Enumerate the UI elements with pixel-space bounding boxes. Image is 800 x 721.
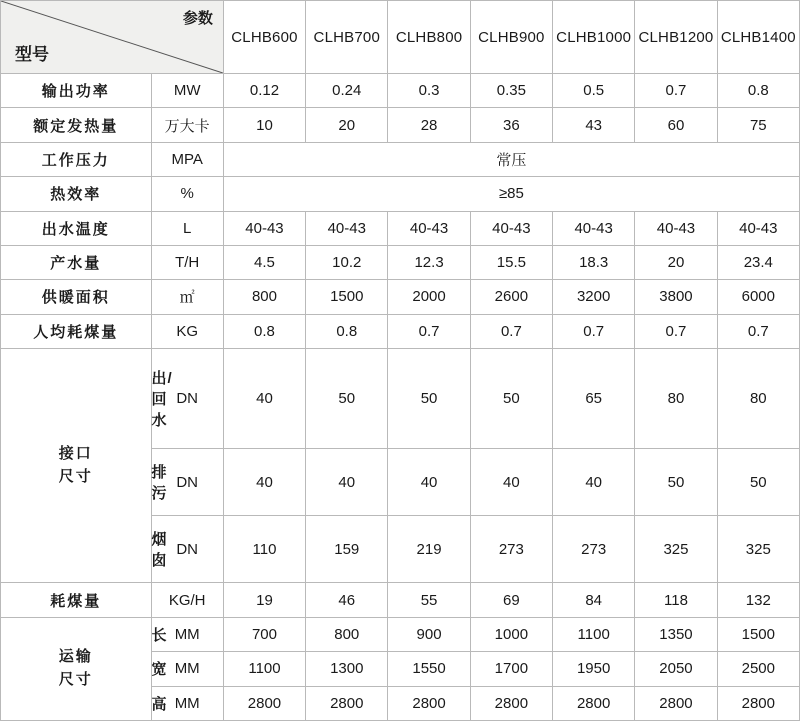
subrow-unit-length: MM <box>151 617 223 651</box>
cell-rated-heat-6: 75 <box>717 108 799 142</box>
model-header-1: CLHB700 <box>306 1 388 74</box>
model-header-4: CLHB1000 <box>553 1 635 74</box>
cell-heating-area-5: 3800 <box>635 280 717 314</box>
cell-outlet-temp-1: 40-43 <box>306 211 388 245</box>
cell-outlet-temp-2: 40-43 <box>388 211 470 245</box>
cell-blowdown-6: 50 <box>717 449 799 516</box>
cell-blowdown-1: 40 <box>306 449 388 516</box>
cell-supply-return-1: 50 <box>306 349 388 449</box>
cell-output-power-0: 0.12 <box>223 74 305 108</box>
table-row <box>1 245 800 279</box>
row-label-outlet-temp: 出水温度 <box>1 211 152 245</box>
table-header-row <box>1 1 800 74</box>
row-unit-output-power: MW <box>151 74 223 108</box>
cell-blowdown-4: 40 <box>553 449 635 516</box>
cell-width-1: 1300 <box>306 652 388 686</box>
cell-coal-consumption-3: 69 <box>470 583 552 617</box>
table-row <box>1 108 800 142</box>
cell-coal-consumption-0: 19 <box>223 583 305 617</box>
cell-height-0: 2800 <box>223 686 305 720</box>
cell-heating-area-6: 6000 <box>717 280 799 314</box>
cell-water-output-3: 15.5 <box>470 245 552 279</box>
group-label-transport-line1: 运输 <box>58 648 93 666</box>
cell-output-power-1: 0.24 <box>306 74 388 108</box>
cell-supply-return-4: 65 <box>553 349 635 449</box>
cell-length-1: 800 <box>306 617 388 651</box>
cell-outlet-temp-6: 40-43 <box>717 211 799 245</box>
cell-height-6: 2800 <box>717 686 799 720</box>
row-unit-rated-heat: 万大卡 <box>151 108 223 142</box>
cell-chimney-4: 273 <box>553 516 635 583</box>
cell-output-power-5: 0.7 <box>635 74 717 108</box>
cell-rated-heat-5: 60 <box>635 108 717 142</box>
cell-chimney-3: 273 <box>470 516 552 583</box>
cell-rated-heat-3: 36 <box>470 108 552 142</box>
header-param-label: 参数 <box>182 10 213 27</box>
cell-per-capita-coal-0: 0.8 <box>223 314 305 348</box>
cell-outlet-temp-3: 40-43 <box>470 211 552 245</box>
row-unit-thermal-efficiency: % <box>151 177 223 211</box>
cell-per-capita-coal-6: 0.7 <box>717 314 799 348</box>
cell-output-power-3: 0.35 <box>470 74 552 108</box>
cell-output-power-2: 0.3 <box>388 74 470 108</box>
subrow-unit-width: MM <box>151 652 223 686</box>
cell-height-3: 2800 <box>470 686 552 720</box>
cell-water-output-0: 4.5 <box>223 245 305 279</box>
row-label-rated-heat: 额定发热量 <box>1 108 152 142</box>
cell-width-4: 1950 <box>553 652 635 686</box>
table-row <box>1 349 800 449</box>
row-unit-outlet-temp: L <box>151 211 223 245</box>
cell-heating-area-2: 2000 <box>388 280 470 314</box>
cell-length-2: 900 <box>388 617 470 651</box>
group-label-connection-size <box>1 349 152 583</box>
subrow-unit-supply-return: DN <box>151 349 223 449</box>
cell-supply-return-5: 80 <box>635 349 717 449</box>
model-header-6: CLHB1400 <box>717 1 799 74</box>
header-model-label: 型号 <box>15 45 49 64</box>
cell-supply-return-6: 80 <box>717 349 799 449</box>
cell-length-0: 700 <box>223 617 305 651</box>
cell-chimney-1: 159 <box>306 516 388 583</box>
cell-height-4: 2800 <box>553 686 635 720</box>
model-header-0: CLHB600 <box>223 1 305 74</box>
cell-coal-consumption-6: 132 <box>717 583 799 617</box>
cell-length-3: 1000 <box>470 617 552 651</box>
cell-heating-area-1: 1500 <box>306 280 388 314</box>
cell-per-capita-coal-1: 0.8 <box>306 314 388 348</box>
cell-chimney-5: 325 <box>635 516 717 583</box>
cell-water-output-1: 10.2 <box>306 245 388 279</box>
cell-coal-consumption-5: 118 <box>635 583 717 617</box>
cell-water-output-2: 12.3 <box>388 245 470 279</box>
table-row <box>1 280 800 314</box>
table-row <box>1 142 800 176</box>
subrow-unit-chimney: DN <box>151 516 223 583</box>
row-label-water-output: 产水量 <box>1 245 152 279</box>
row-label-thermal-efficiency: 热效率 <box>1 177 152 211</box>
cell-outlet-temp-4: 40-43 <box>553 211 635 245</box>
cell-chimney-2: 219 <box>388 516 470 583</box>
cell-supply-return-2: 50 <box>388 349 470 449</box>
row-label-working-pressure: 工作压力 <box>1 142 152 176</box>
cell-per-capita-coal-2: 0.7 <box>388 314 470 348</box>
cell-rated-heat-1: 20 <box>306 108 388 142</box>
cell-output-power-6: 0.8 <box>717 74 799 108</box>
cell-height-2: 2800 <box>388 686 470 720</box>
cell-chimney-0: 110 <box>223 516 305 583</box>
cell-width-0: 1100 <box>223 652 305 686</box>
cell-length-4: 1100 <box>553 617 635 651</box>
cell-per-capita-coal-3: 0.7 <box>470 314 552 348</box>
cell-coal-consumption-4: 84 <box>553 583 635 617</box>
cell-working-pressure-all: 常压 <box>223 142 799 176</box>
cell-supply-return-3: 50 <box>470 349 552 449</box>
cell-water-output-6: 23.4 <box>717 245 799 279</box>
cell-width-2: 1550 <box>388 652 470 686</box>
model-header-5: CLHB1200 <box>635 1 717 74</box>
model-header-2: CLHB800 <box>388 1 470 74</box>
header-corner-cell <box>1 1 224 74</box>
table-row <box>1 211 800 245</box>
subrow-unit-blowdown: DN <box>151 449 223 516</box>
cell-supply-return-0: 40 <box>223 349 305 449</box>
row-label-output-power: 输出功率 <box>1 74 152 108</box>
subrow-unit-height: MM <box>151 686 223 720</box>
cell-height-5: 2800 <box>635 686 717 720</box>
table-row <box>1 617 800 651</box>
cell-water-output-4: 18.3 <box>553 245 635 279</box>
cell-coal-consumption-1: 46 <box>306 583 388 617</box>
cell-width-6: 2500 <box>717 652 799 686</box>
cell-blowdown-3: 40 <box>470 449 552 516</box>
cell-length-6: 1500 <box>717 617 799 651</box>
table-row <box>1 583 800 617</box>
cell-blowdown-5: 50 <box>635 449 717 516</box>
cell-chimney-6: 325 <box>717 516 799 583</box>
cell-outlet-temp-0: 40-43 <box>223 211 305 245</box>
cell-width-5: 2050 <box>635 652 717 686</box>
group-label-connection-line1: 接口 <box>58 445 93 463</box>
row-label-heating-area: 供暖面积 <box>1 280 152 314</box>
row-label-per-capita-coal: 人均耗煤量 <box>1 314 152 348</box>
group-label-transport-line2: 尺寸 <box>58 670 93 688</box>
row-unit-heating-area: ㎡ <box>151 280 223 314</box>
table-row <box>1 177 800 211</box>
row-unit-coal-consumption: KG/H <box>151 583 223 617</box>
model-header-3: CLHB900 <box>470 1 552 74</box>
cell-rated-heat-0: 10 <box>223 108 305 142</box>
cell-width-3: 1700 <box>470 652 552 686</box>
cell-blowdown-2: 40 <box>388 449 470 516</box>
group-label-connection-line2: 尺寸 <box>58 467 93 485</box>
cell-thermal-efficiency-all: ≥85 <box>223 177 799 211</box>
cell-length-5: 1350 <box>635 617 717 651</box>
cell-coal-consumption-2: 55 <box>388 583 470 617</box>
cell-per-capita-coal-5: 0.7 <box>635 314 717 348</box>
row-label-coal-consumption: 耗煤量 <box>1 583 152 617</box>
cell-height-1: 2800 <box>306 686 388 720</box>
cell-heating-area-4: 3200 <box>553 280 635 314</box>
cell-blowdown-0: 40 <box>223 449 305 516</box>
cell-rated-heat-4: 43 <box>553 108 635 142</box>
table-row <box>1 74 800 108</box>
cell-outlet-temp-5: 40-43 <box>635 211 717 245</box>
cell-heating-area-0: 800 <box>223 280 305 314</box>
cell-per-capita-coal-4: 0.7 <box>553 314 635 348</box>
row-unit-per-capita-coal: KG <box>151 314 223 348</box>
table-row <box>1 314 800 348</box>
group-label-transport-size <box>1 617 152 720</box>
row-unit-working-pressure: MPA <box>151 142 223 176</box>
cell-water-output-5: 20 <box>635 245 717 279</box>
row-unit-water-output: T/H <box>151 245 223 279</box>
cell-rated-heat-2: 28 <box>388 108 470 142</box>
cell-heating-area-3: 2600 <box>470 280 552 314</box>
cell-output-power-4: 0.5 <box>553 74 635 108</box>
